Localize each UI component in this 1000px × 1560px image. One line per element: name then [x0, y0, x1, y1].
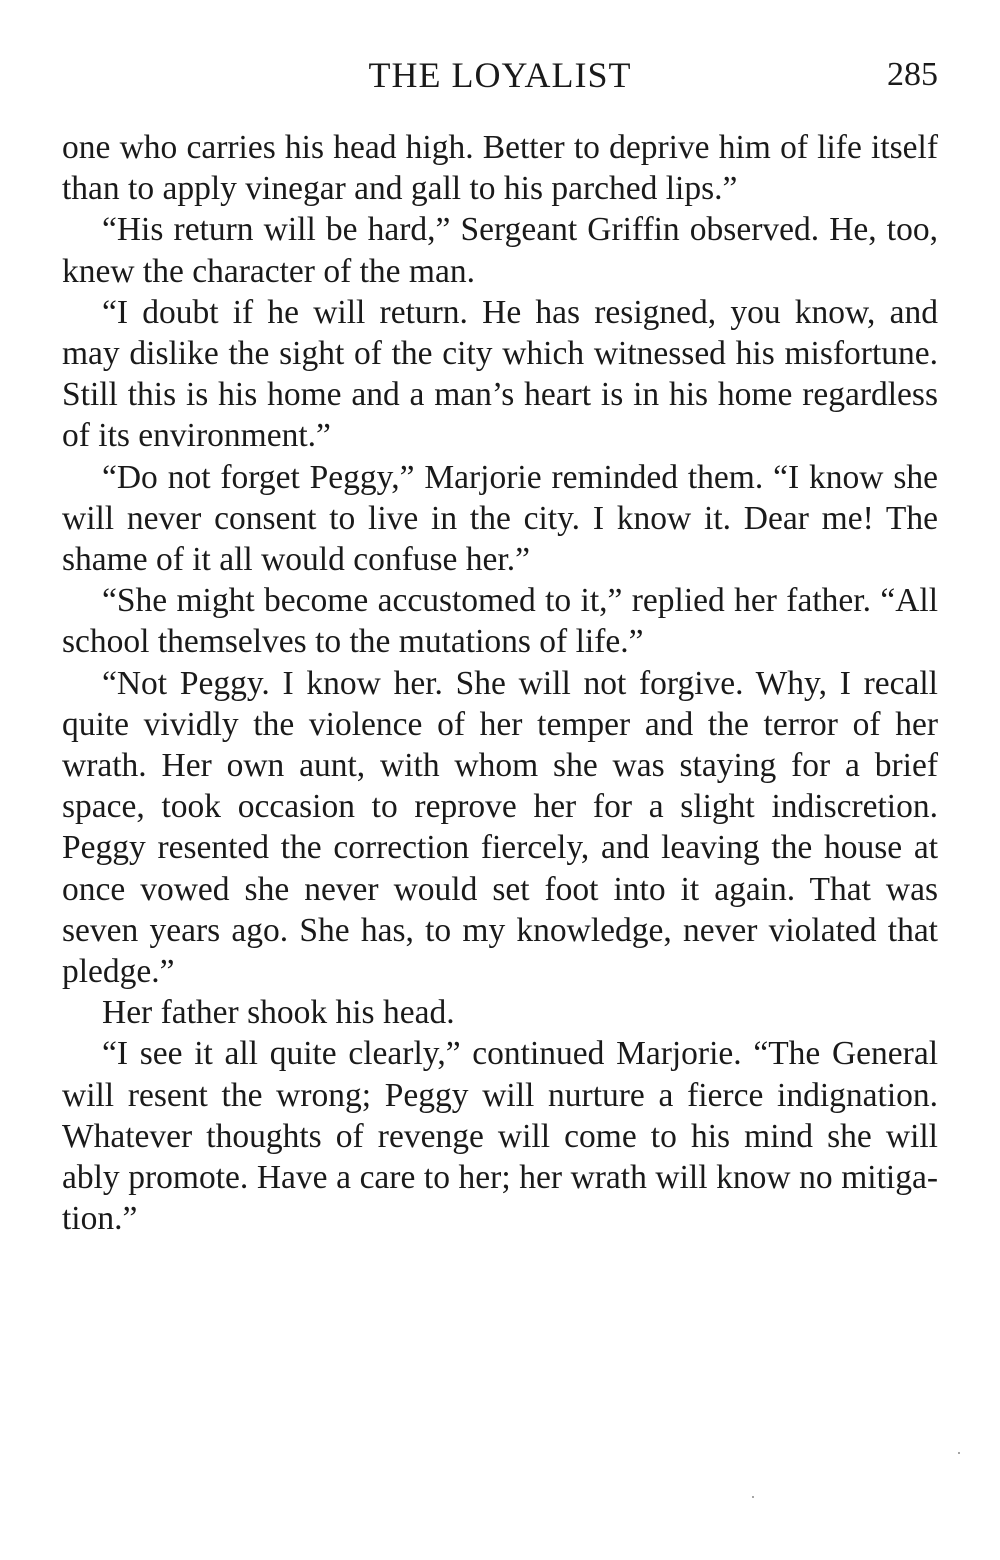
- scan-speck: [752, 1496, 754, 1498]
- paragraph: “Do not forget Peggy,” Marjorie reminded them. “I know she will never consent to live in the city. I know it. Dear me! The shame of it all would confuse her.”: [62, 458, 938, 579]
- page-header: [62, 48, 938, 108]
- scan-speck: [958, 1452, 960, 1454]
- paragraph: Her father shook his head.: [102, 994, 455, 1032]
- paragraph: “Not Peggy. I know her. She will not forgive. Why, I recall quite vividly the violence of her temper and the terror of her wrath. Her own aunt, with whom she was staying for a brief space, took occasion to reprove her for a slight indiscretion. Peggy resented the correction fiercely, and leaving the house at once vowed she never would set foot into it again. That was seven years ago. She has, to my knowledge, never violated that pledge.”: [62, 664, 938, 991]
- body-text: [62, 127, 938, 1239]
- page-number: 285: [887, 56, 938, 93]
- book-page: [62, 48, 938, 1239]
- paragraph: “I doubt if he will return. He has resigned, you know, and may dislike the sight of the city which witnessed his misfortune. Still this is his home and a man’s heart is in his home regardless of its environment.”: [62, 293, 938, 455]
- paragraph-continued: one who carries his head high. Better to deprive him of life itself than to apply vinegar and gall to his parched lips.”: [62, 129, 938, 208]
- paragraph: “She might become accustomed to it,” replied her father. “All school themselves to the mutations of life.”: [62, 582, 938, 661]
- paragraph: “I see it all quite clearly,” continued Marjorie. “The General will resent the wrong; Peggy will nurture a fierce indignation. Whatever thoughts of revenge will come to his mind she will ably promote. Have a care to her; her wrath will know no mitigation.”: [62, 1035, 938, 1238]
- paragraph: “His return will be hard,” Sergeant Griffin observed. He, too, knew the character of the man.: [62, 211, 938, 290]
- running-title: THE LOYALIST: [368, 55, 632, 95]
